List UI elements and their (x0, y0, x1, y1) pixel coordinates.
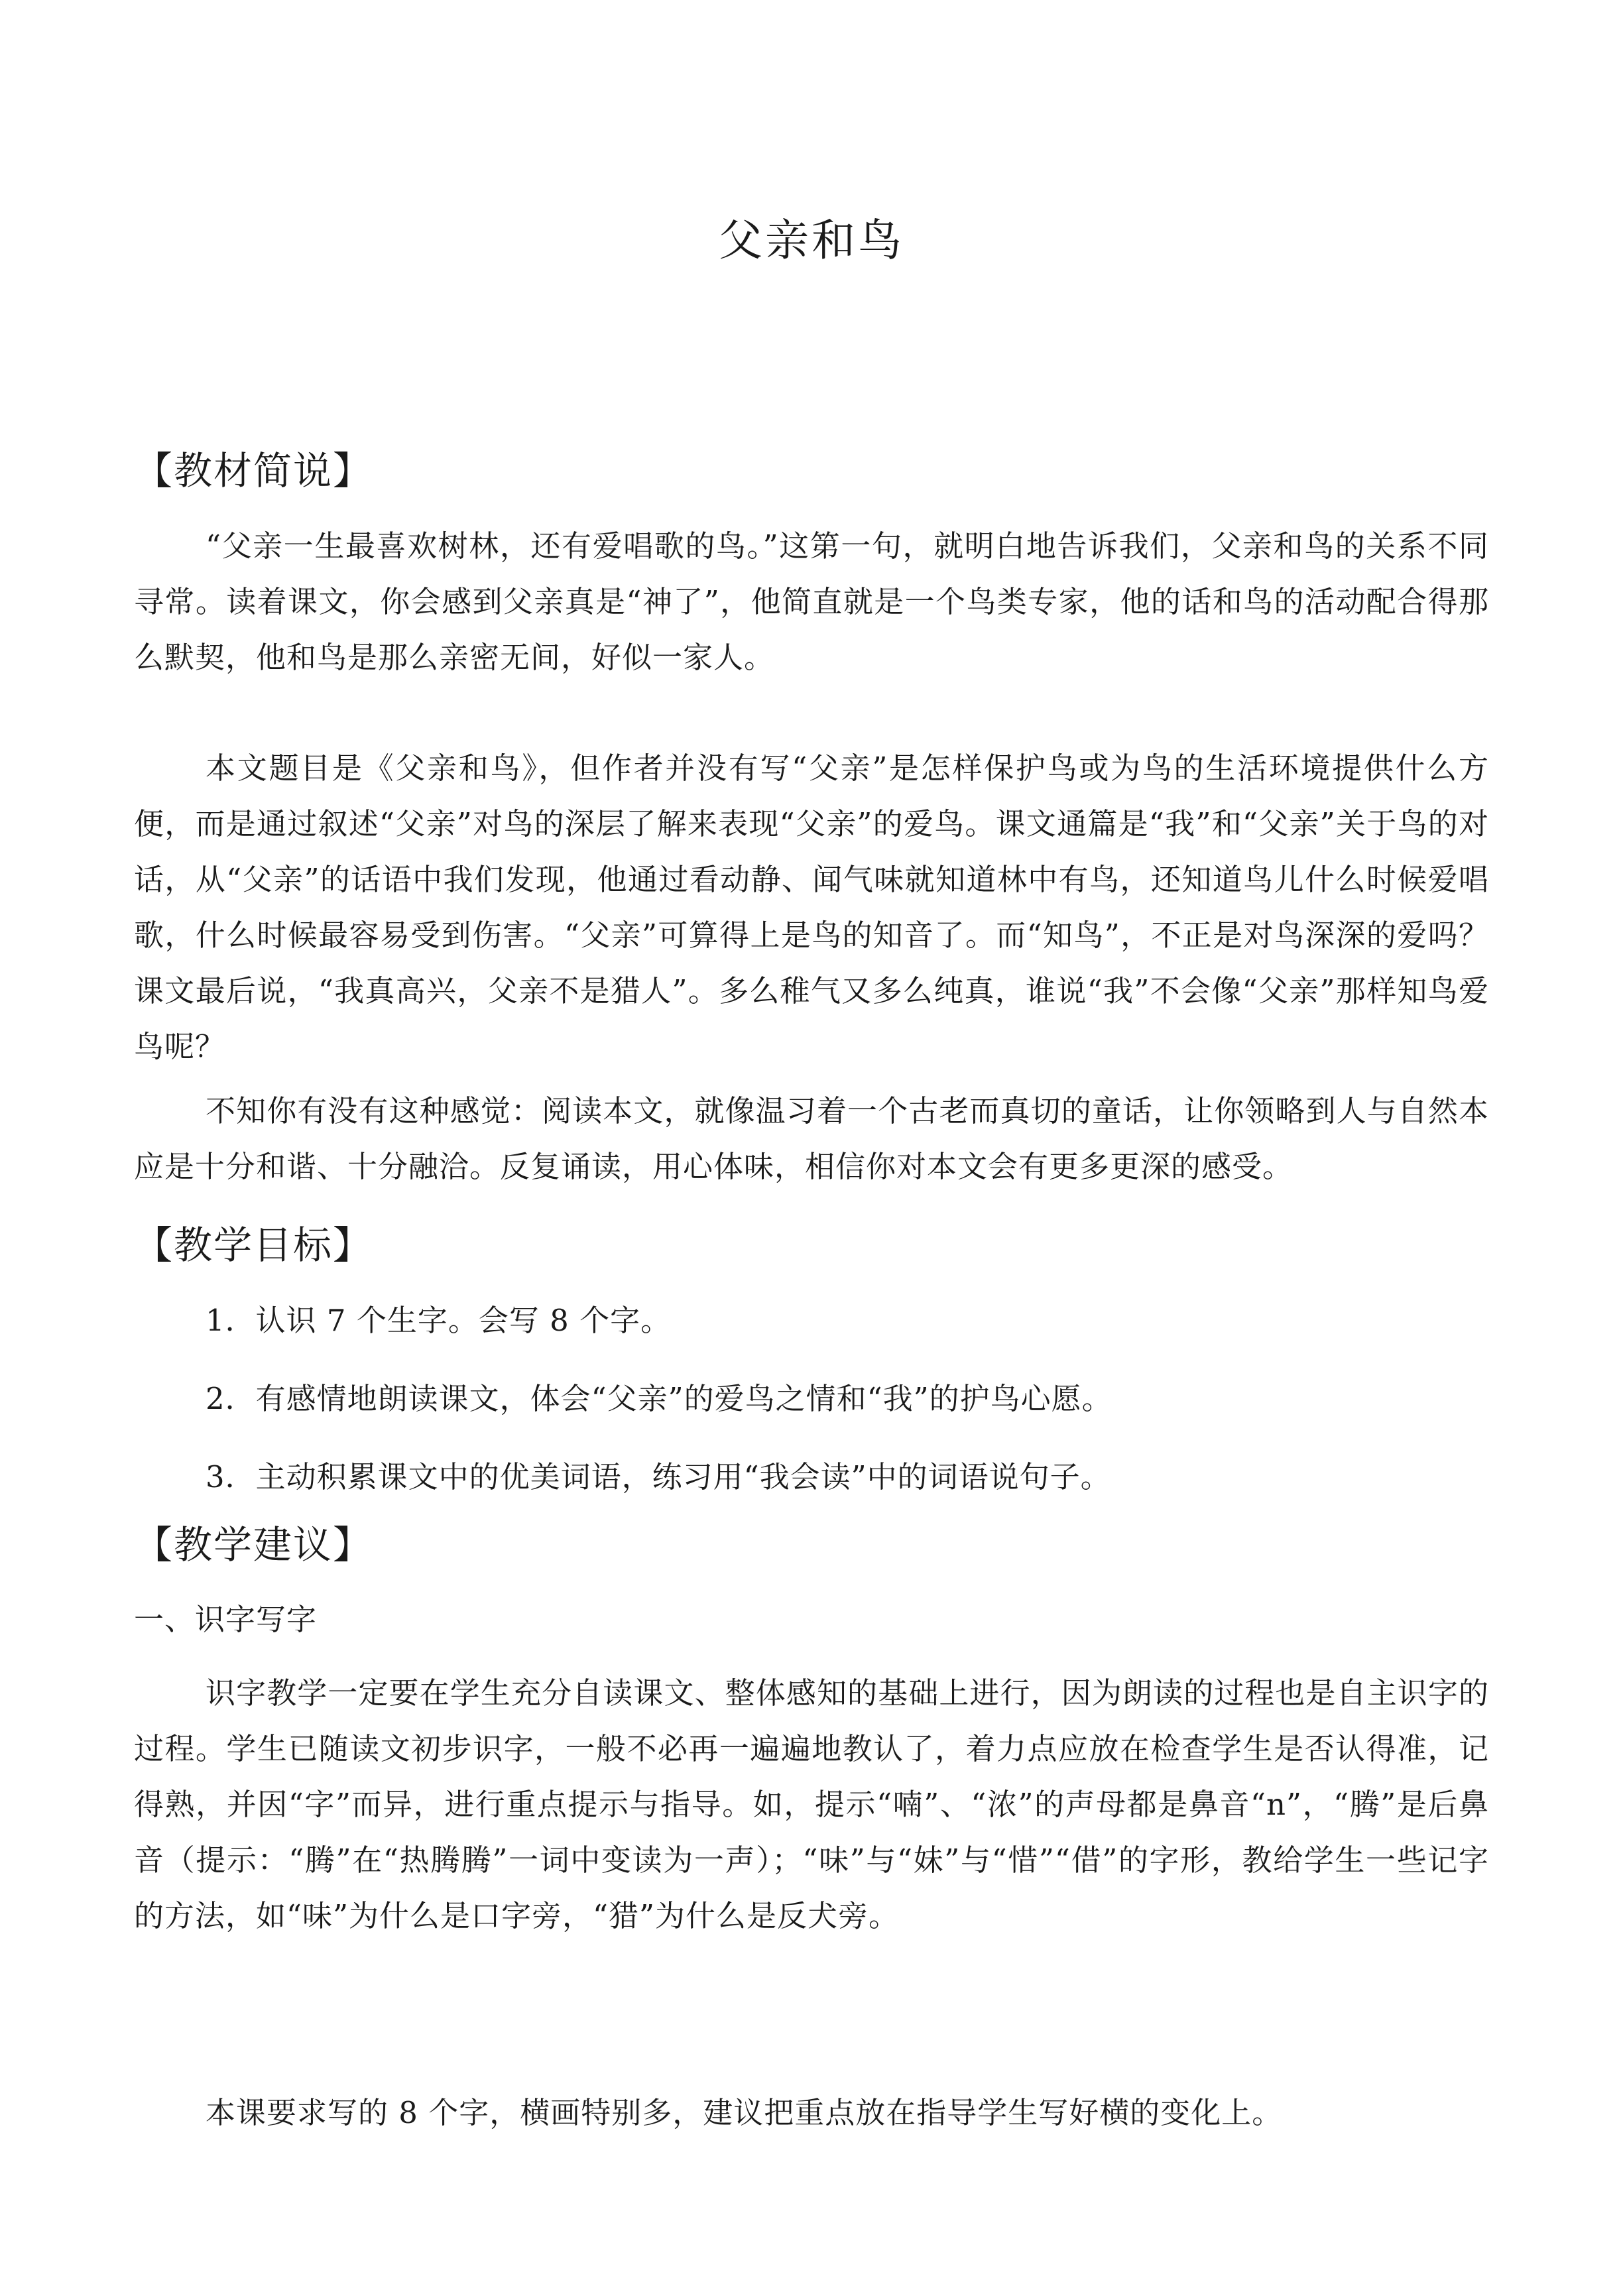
section-heading-intro: 【教材简说】 (134, 448, 373, 493)
subheading: 一、识字写字 (134, 1602, 318, 1637)
section-heading-suggestions: 【教学建议】 (134, 1522, 373, 1567)
list-item: 2．有感情地朗读课文，体会“父亲”的爱鸟之情和“我”的护鸟心愿。 (206, 1381, 1112, 1416)
list-item: 1．认识 7 个生字。会写 8 个字。 (206, 1303, 672, 1338)
list-item: 3．主动积累课文中的优美词语，练习用“我会读”中的词语说句子。 (206, 1459, 1111, 1494)
paragraph: 不知你有没有这种感觉：阅读本文，就像温习着一个古老而真切的童话，让你领略到人与自然本应是十分和谐、十分融洽。反复诵读，用心体味，相信你对本文会有更多更深的感受。 (134, 1093, 1489, 1184)
paragraph: 识字教学一定要在学生充分自读课文、整体感知的基础上进行，因为朗读的过程也是自主识字的过程。学生已随读文初步识字，一般不必再一遍遍地教认了，着力点应放在检查学生是否认得准，记得熟，并因“字”而异，进行重点提示与指导。如，提示“喃”、“浓”的声母都是鼻音“n”，“腾”是后鼻音（提示：“腾”在“热腾腾”一词中变读为一声）；“味”与“妹”与“惜”“借”的字形，教给学生一些记字的方法，如“味”为什么是口字旁，“猎”为什么是反犬旁。 (134, 1675, 1489, 1933)
section-heading-goals: 【教学目标】 (134, 1223, 373, 1268)
page-title: 父亲和鸟 (719, 215, 904, 266)
paragraph: 本文题目是《父亲和鸟》，但作者并没有写“父亲”是怎样保护鸟或为鸟的生活环境提供什么方便，而是通过叙述“父亲”对鸟的深层了解来表现“父亲”的爱鸟。课文通篇是“我”和“父亲”关于鸟的对话，从“父亲”的话语中我们发现，他通过看动静、闻气味就知道林中有鸟，还知道鸟儿什么时候爱唱歌，什么时候最容易受到伤害。“父亲”可算得上是鸟的知音了。而“知鸟”，不正是对鸟深深的爱吗？课文最后说，“我真高兴，父亲不是猎人”。多么稚气又多么纯真，谁说“我”不会像“父亲”那样知鸟爱鸟呢？ (134, 751, 1489, 1064)
paragraph: “父亲一生最喜欢树林，还有爱唱歌的鸟。”这第一句，就明白地告诉我们，父亲和鸟的关系不同寻常。读着课文，你会感到父亲真是“神了”，他简直就是一个鸟类专家，他的话和鸟的活动配合得那么默契，他和鸟是那么亲密无间，好似一家人。 (134, 528, 1489, 675)
paragraph: 本课要求写的 8 个字，横画特别多，建议把重点放在指导学生写好横的变化上。 (206, 2095, 1283, 2130)
